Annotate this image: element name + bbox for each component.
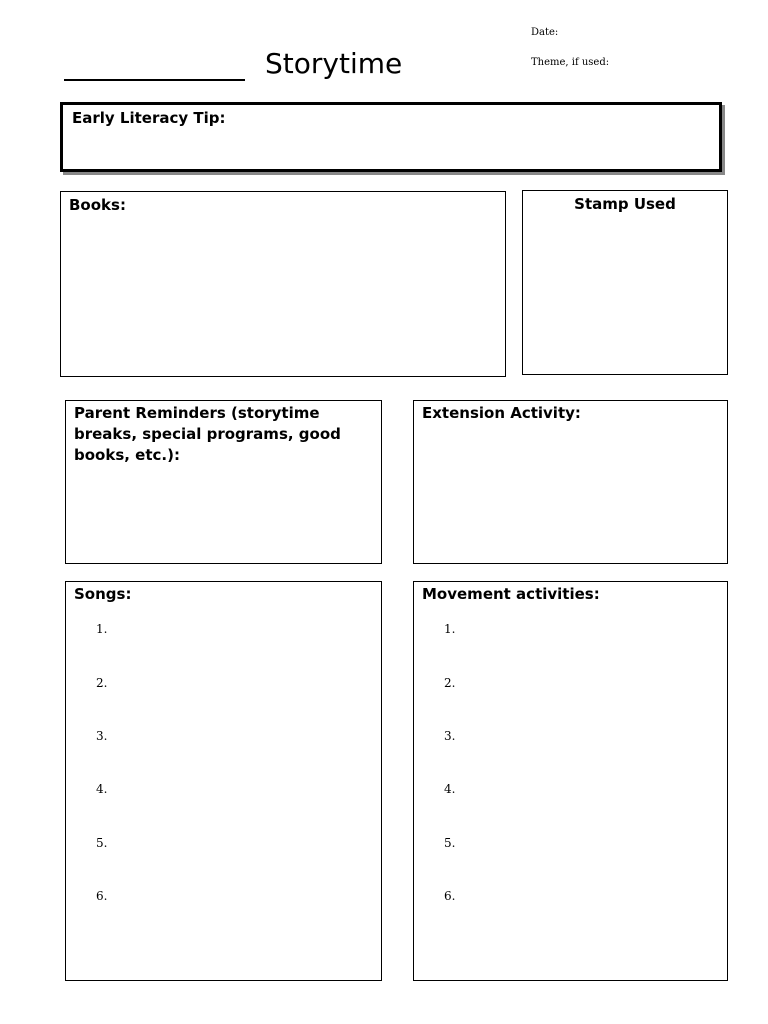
title-blank-line xyxy=(64,79,245,81)
page-title: Storytime xyxy=(265,47,403,80)
early-literacy-tip-label: Early Literacy Tip: xyxy=(72,109,226,127)
books-box[interactable] xyxy=(60,191,506,377)
movement-item-4: 4. xyxy=(444,782,456,796)
extension-activity-box[interactable] xyxy=(413,400,728,564)
extension-activity-label: Extension Activity: xyxy=(422,404,581,422)
parent-reminders-label: Parent Reminders (storytime breaks, special programs, good books, etc.): xyxy=(74,404,341,464)
songs-item-6: 6. xyxy=(96,889,108,903)
date-label: Date: xyxy=(531,27,559,38)
movement-item-5: 5. xyxy=(444,836,456,850)
songs-item-5: 5. xyxy=(96,836,108,850)
movement-item-6: 6. xyxy=(444,889,456,903)
songs-item-4: 4. xyxy=(96,782,108,796)
stamp-used-label: Stamp Used xyxy=(574,195,676,213)
movement-item-2: 2. xyxy=(444,676,456,690)
songs-box[interactable] xyxy=(65,581,382,981)
songs-label: Songs: xyxy=(74,585,132,603)
songs-item-2: 2. xyxy=(96,676,108,690)
movement-activities-label: Movement activities: xyxy=(422,585,600,603)
theme-label: Theme, if used: xyxy=(531,57,610,68)
stamp-used-box[interactable] xyxy=(522,190,728,375)
movement-item-1: 1. xyxy=(444,622,456,636)
songs-item-1: 1. xyxy=(96,622,108,636)
movement-item-3: 3. xyxy=(444,729,456,743)
songs-item-3: 3. xyxy=(96,729,108,743)
books-label: Books: xyxy=(69,196,126,214)
movement-activities-box[interactable] xyxy=(413,581,728,981)
